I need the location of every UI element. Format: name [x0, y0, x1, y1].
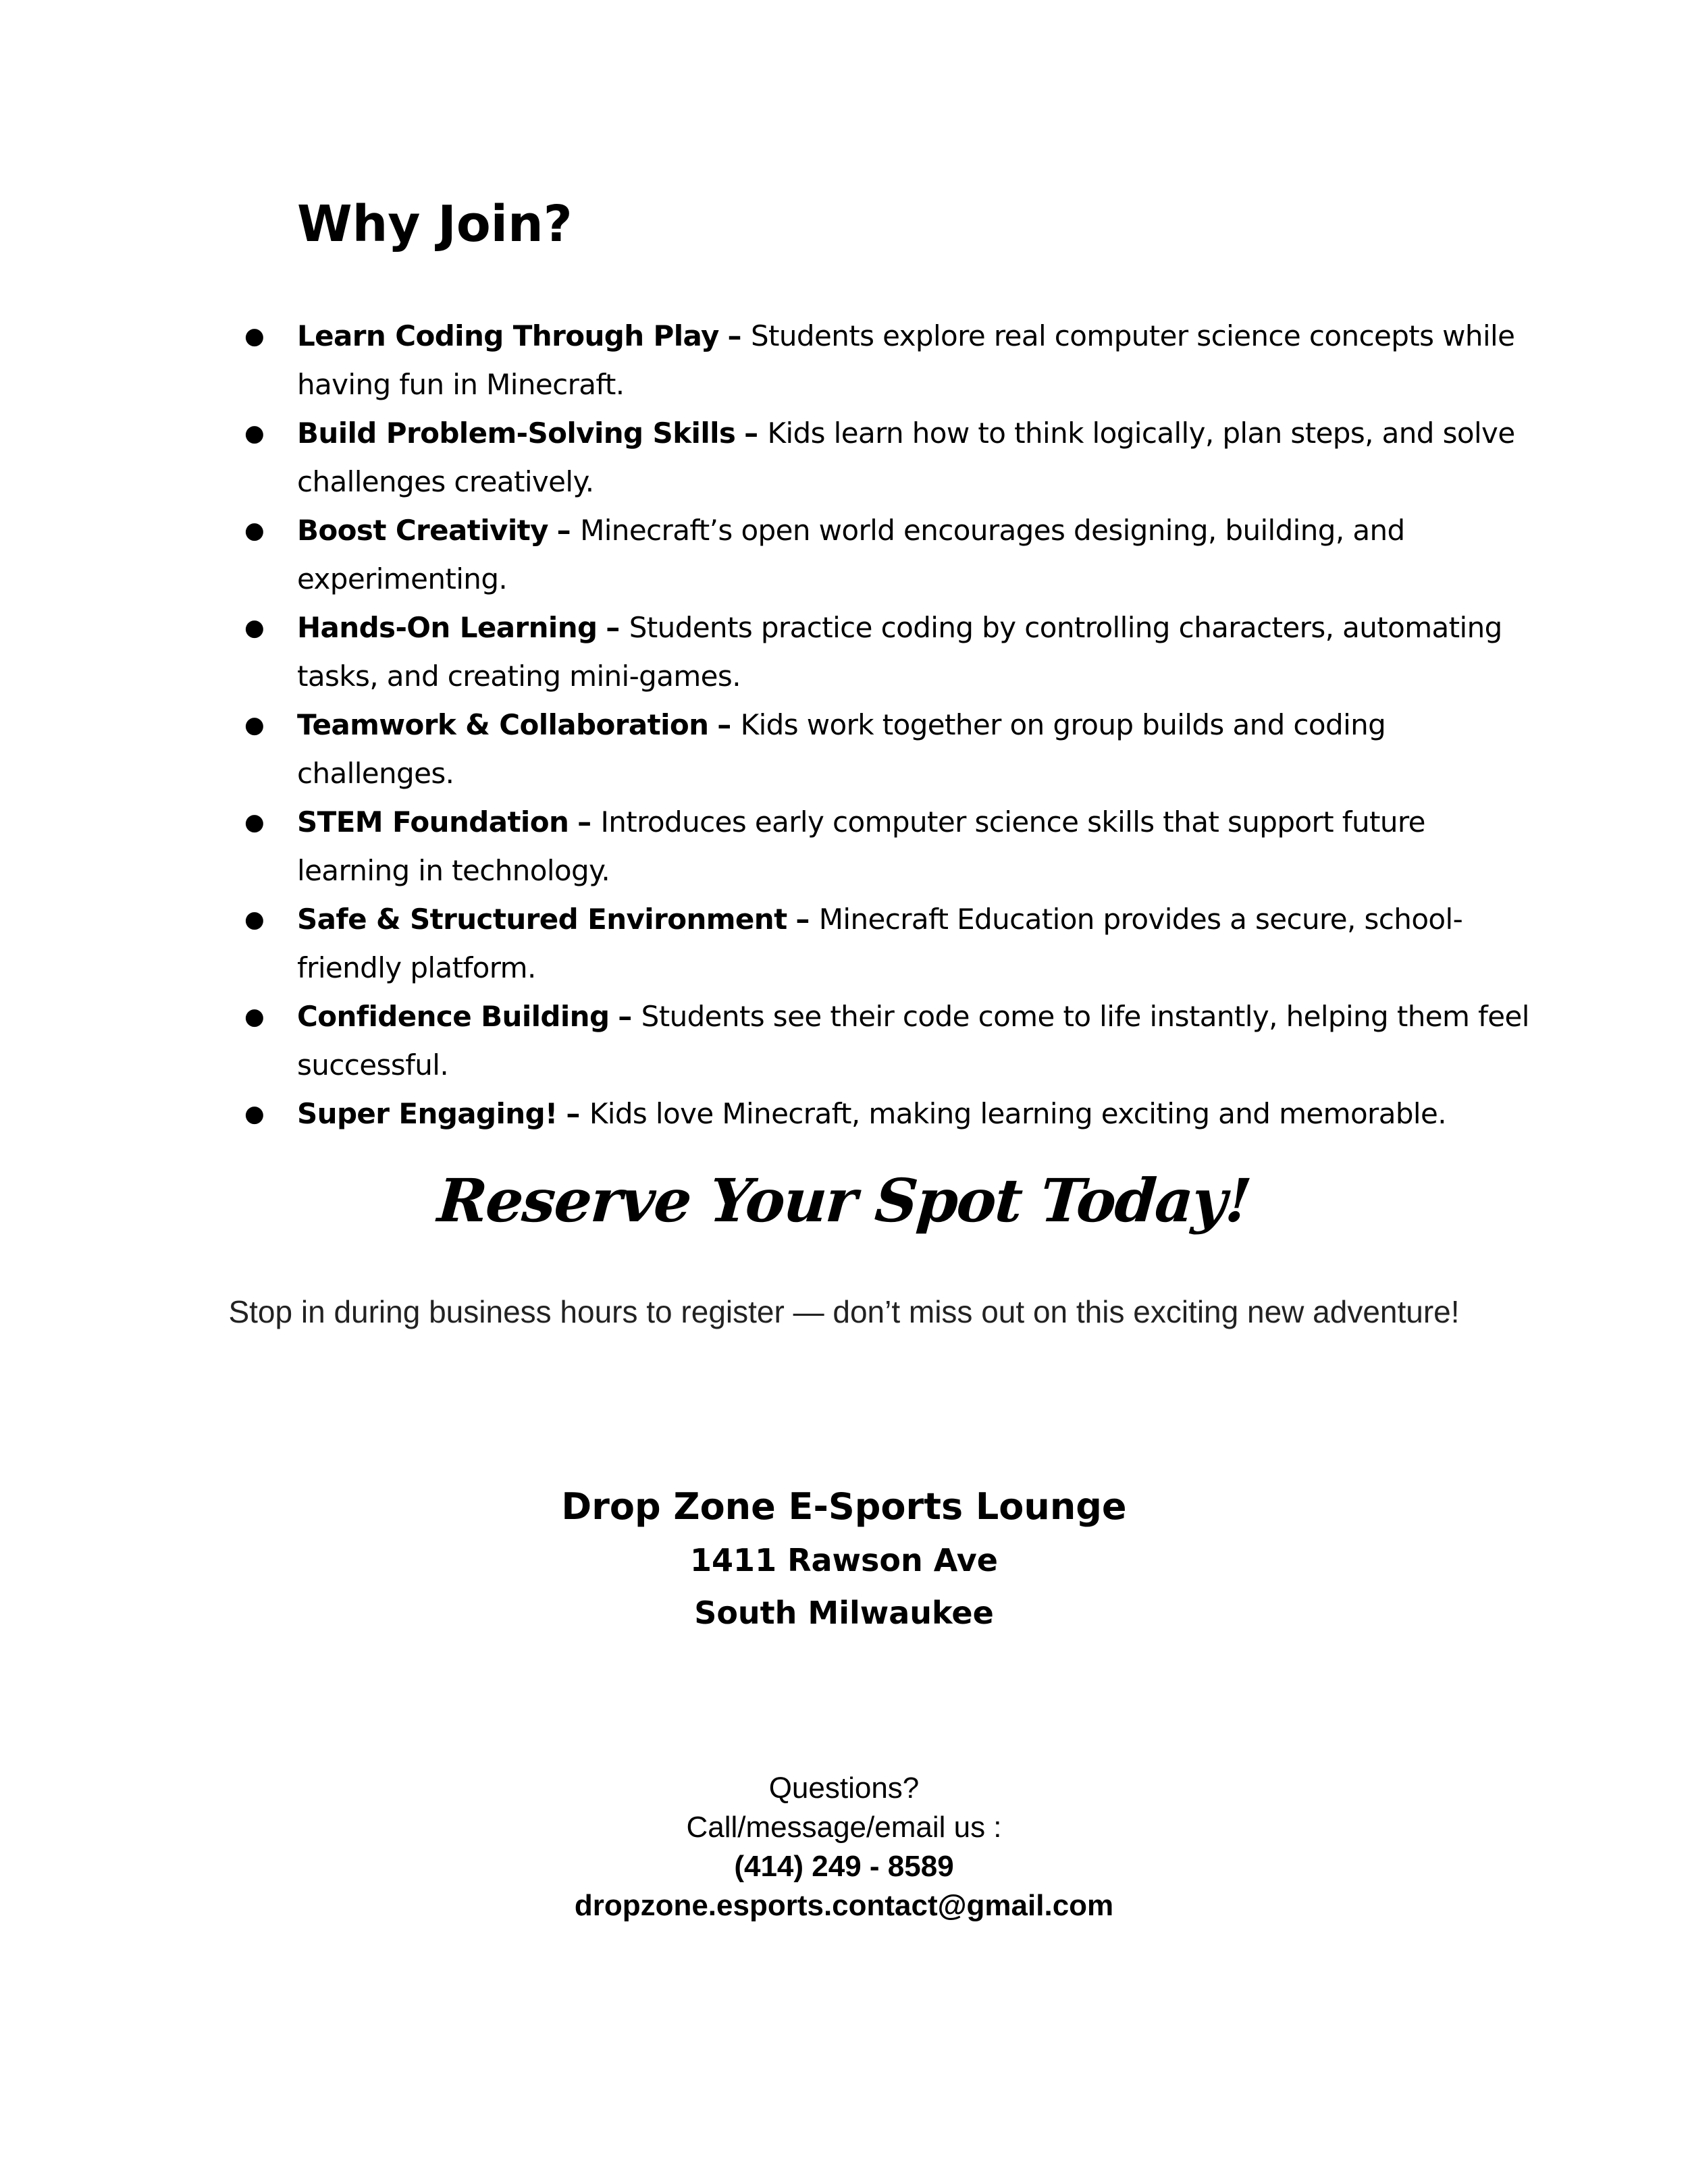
benefit-title: Safe & Structured Environment: [297, 903, 787, 936]
bullet-icon: ●: [244, 614, 265, 641]
benefit-dash: –: [795, 903, 819, 936]
bullet-icon: ●: [244, 712, 265, 739]
bullet-icon: ●: [244, 809, 265, 836]
benefit-item: [244, 992, 1533, 1090]
benefit-title: Teamwork & Collaboration: [297, 708, 709, 741]
benefit-item: [244, 604, 1533, 701]
benefit-dash: –: [727, 319, 751, 352]
contact-prompt: Call/message/email us :: [686, 1811, 1002, 1844]
benefit-dash: –: [744, 417, 768, 450]
benefit-item: [244, 798, 1533, 895]
registration-note: Stop in during business hours to register — don’t miss out on this exciting new adventure!: [228, 1294, 1460, 1329]
benefits-list: [244, 312, 1533, 1138]
benefit-title: STEM Foundation: [297, 805, 569, 838]
benefit-title: Learn Coding Through Play: [297, 319, 719, 352]
benefit-item: [244, 701, 1533, 798]
reserve-spot-heading: Reserve Your Spot Today!: [435, 1165, 1253, 1235]
venue-name: Drop Zone E-Sports Lounge: [561, 1485, 1127, 1528]
benefit-dash: –: [618, 1000, 641, 1033]
benefit-dash: –: [606, 611, 629, 644]
venue-block: [0, 1480, 1688, 1639]
bullet-icon: ●: [244, 420, 265, 447]
benefit-dash: –: [566, 1097, 589, 1130]
benefit-title: Confidence Building: [297, 1000, 610, 1033]
venue-street: 1411 Rawson Ave: [690, 1542, 998, 1578]
benefit-item: [244, 895, 1533, 992]
phone-number: (414) 249 - 8589: [734, 1850, 954, 1883]
benefit-text: Introduces early computer science skills that support future learning in technology.: [297, 805, 1425, 887]
bullet-icon: ●: [244, 906, 265, 933]
contact-block: [0, 1769, 1688, 1925]
bullet-icon: ●: [244, 323, 265, 350]
benefit-title: Hands-On Learning: [297, 611, 598, 644]
bullet-icon: ●: [244, 1100, 265, 1127]
benefit-item: [244, 409, 1533, 506]
benefit-text: Students practice coding by controlling characters, automating tasks, and creating mini-games.: [297, 611, 1502, 693]
bullet-icon: ●: [244, 1003, 265, 1030]
venue-city: South Milwaukee: [694, 1595, 994, 1631]
benefit-text: Kids work together on group builds and coding challenges.: [297, 708, 1386, 790]
benefit-text: Minecraft’s open world encourages designing, building, and experimenting.: [297, 514, 1405, 595]
email-address: dropzone.esports.contact@gmail.com: [574, 1889, 1114, 1922]
benefit-title: Super Engaging!: [297, 1097, 558, 1130]
benefit-title: Build Problem-Solving Skills: [297, 417, 736, 450]
benefit-text: Kids love Minecraft, making learning exciting and memorable.: [589, 1097, 1446, 1130]
questions-label: Questions?: [768, 1772, 920, 1805]
benefit-dash: –: [577, 805, 601, 838]
benefit-text: Minecraft Education provides a secure, school-friendly platform.: [297, 903, 1463, 984]
benefit-text: Students see their code come to life instantly, helping them feel successful.: [297, 1000, 1529, 1082]
benefit-text: Students explore real computer science concepts while having fun in Minecraft.: [297, 319, 1515, 401]
benefit-title: Boost Creativity: [297, 514, 548, 547]
benefit-dash: –: [717, 708, 741, 741]
bullet-icon: ●: [244, 517, 265, 544]
benefit-item: [244, 506, 1533, 604]
benefit-item: [244, 312, 1533, 409]
why-join-heading: Why Join?: [297, 195, 573, 253]
benefit-dash: –: [556, 514, 581, 547]
benefit-item: [244, 1090, 1533, 1138]
benefit-text: Kids learn how to think logically, plan steps, and solve challenges creatively.: [297, 417, 1515, 498]
